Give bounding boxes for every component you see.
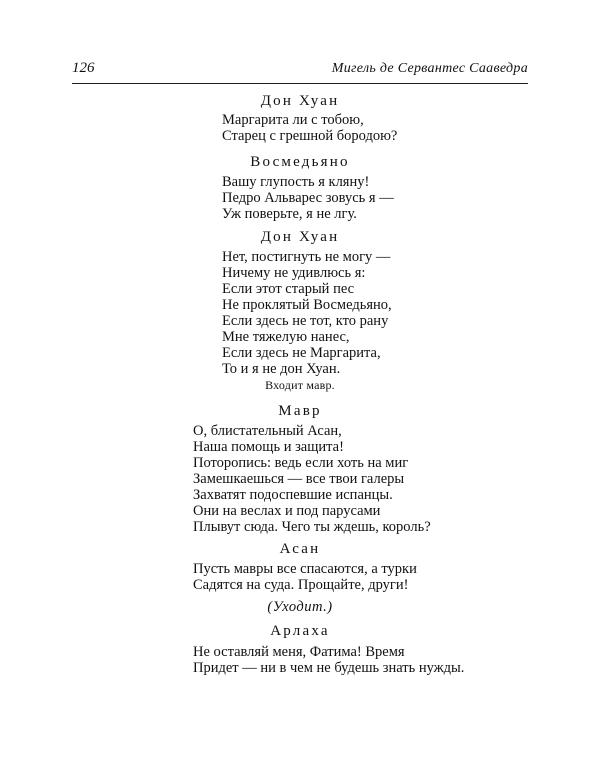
verse-line: Не проклятый Восмедьяно, bbox=[222, 297, 392, 313]
verse-line: Замешкаешься — все твои галеры bbox=[193, 471, 405, 487]
verse-line: Если этот старый пес bbox=[222, 281, 355, 297]
verse-line: Мне тяжелую нанес, bbox=[222, 329, 350, 345]
verse-line: Уж поверьте, я не лгу. bbox=[222, 206, 357, 222]
verse-line: Вашу глупость я кляну! bbox=[222, 174, 370, 190]
stage-direction: (Уходит.) bbox=[267, 599, 333, 615]
stage-direction: Входит мавр. bbox=[265, 378, 335, 392]
verse-stanza bbox=[193, 423, 431, 535]
verse-line: Пусть мавры все спасаются, а турки bbox=[193, 561, 417, 577]
verse-line: Не оставляй меня, Фатима! Время bbox=[193, 644, 405, 660]
page-header bbox=[72, 60, 528, 80]
verse-line: Садятся на суда. Прощайте, други! bbox=[193, 577, 409, 593]
verse-stanza bbox=[193, 644, 464, 676]
verse-stanza bbox=[222, 112, 397, 144]
speaker-name: Асан bbox=[279, 541, 321, 557]
verse-line: Нет, постигнуть не могу — bbox=[222, 249, 391, 265]
speaker-name: Арлаха bbox=[270, 623, 330, 639]
verse-line: Придет — ни в чем не будешь знать нужды. bbox=[193, 660, 465, 676]
verse-line: Маргарита ли с тобою, bbox=[222, 112, 364, 128]
verse-line: Старец с грешной бородою? bbox=[222, 128, 398, 144]
speaker-name: Восмедьяно bbox=[250, 154, 350, 170]
verse-stanza bbox=[193, 561, 417, 593]
speaker-name: Дон Хуан bbox=[260, 229, 340, 245]
header-rule bbox=[72, 83, 528, 84]
verse-line: Плывут сюда. Чего ты ждешь, король? bbox=[193, 519, 431, 535]
verse-line: Ничему не удивлюсь я: bbox=[222, 265, 366, 281]
verse-line: Если здесь не тот, кто рану bbox=[222, 313, 389, 329]
speaker-name: Мавр bbox=[278, 403, 322, 419]
running-head: Мигель де Сервантес Сааведра bbox=[331, 61, 528, 76]
page-number: 126 bbox=[72, 60, 95, 76]
verse-line: Наша помощь и защита! bbox=[193, 439, 344, 455]
verse-line: Поторопись: ведь если хоть на миг bbox=[193, 455, 409, 471]
verse-stanza bbox=[222, 249, 392, 377]
verse-line: О, блистательный Асан, bbox=[193, 423, 342, 439]
verse-line: Захватят подоспевшие испанцы. bbox=[193, 487, 393, 503]
verse-line: Если здесь не Маргарита, bbox=[222, 345, 381, 361]
verse-stanza bbox=[222, 174, 394, 222]
verse-line: Они на веслах и под парусами bbox=[193, 503, 381, 519]
speaker-name: Дон Хуан bbox=[260, 93, 340, 109]
verse-line: Педро Альварес зовусь я — bbox=[222, 190, 394, 206]
verse-line: То и я не дон Хуан. bbox=[222, 361, 341, 377]
